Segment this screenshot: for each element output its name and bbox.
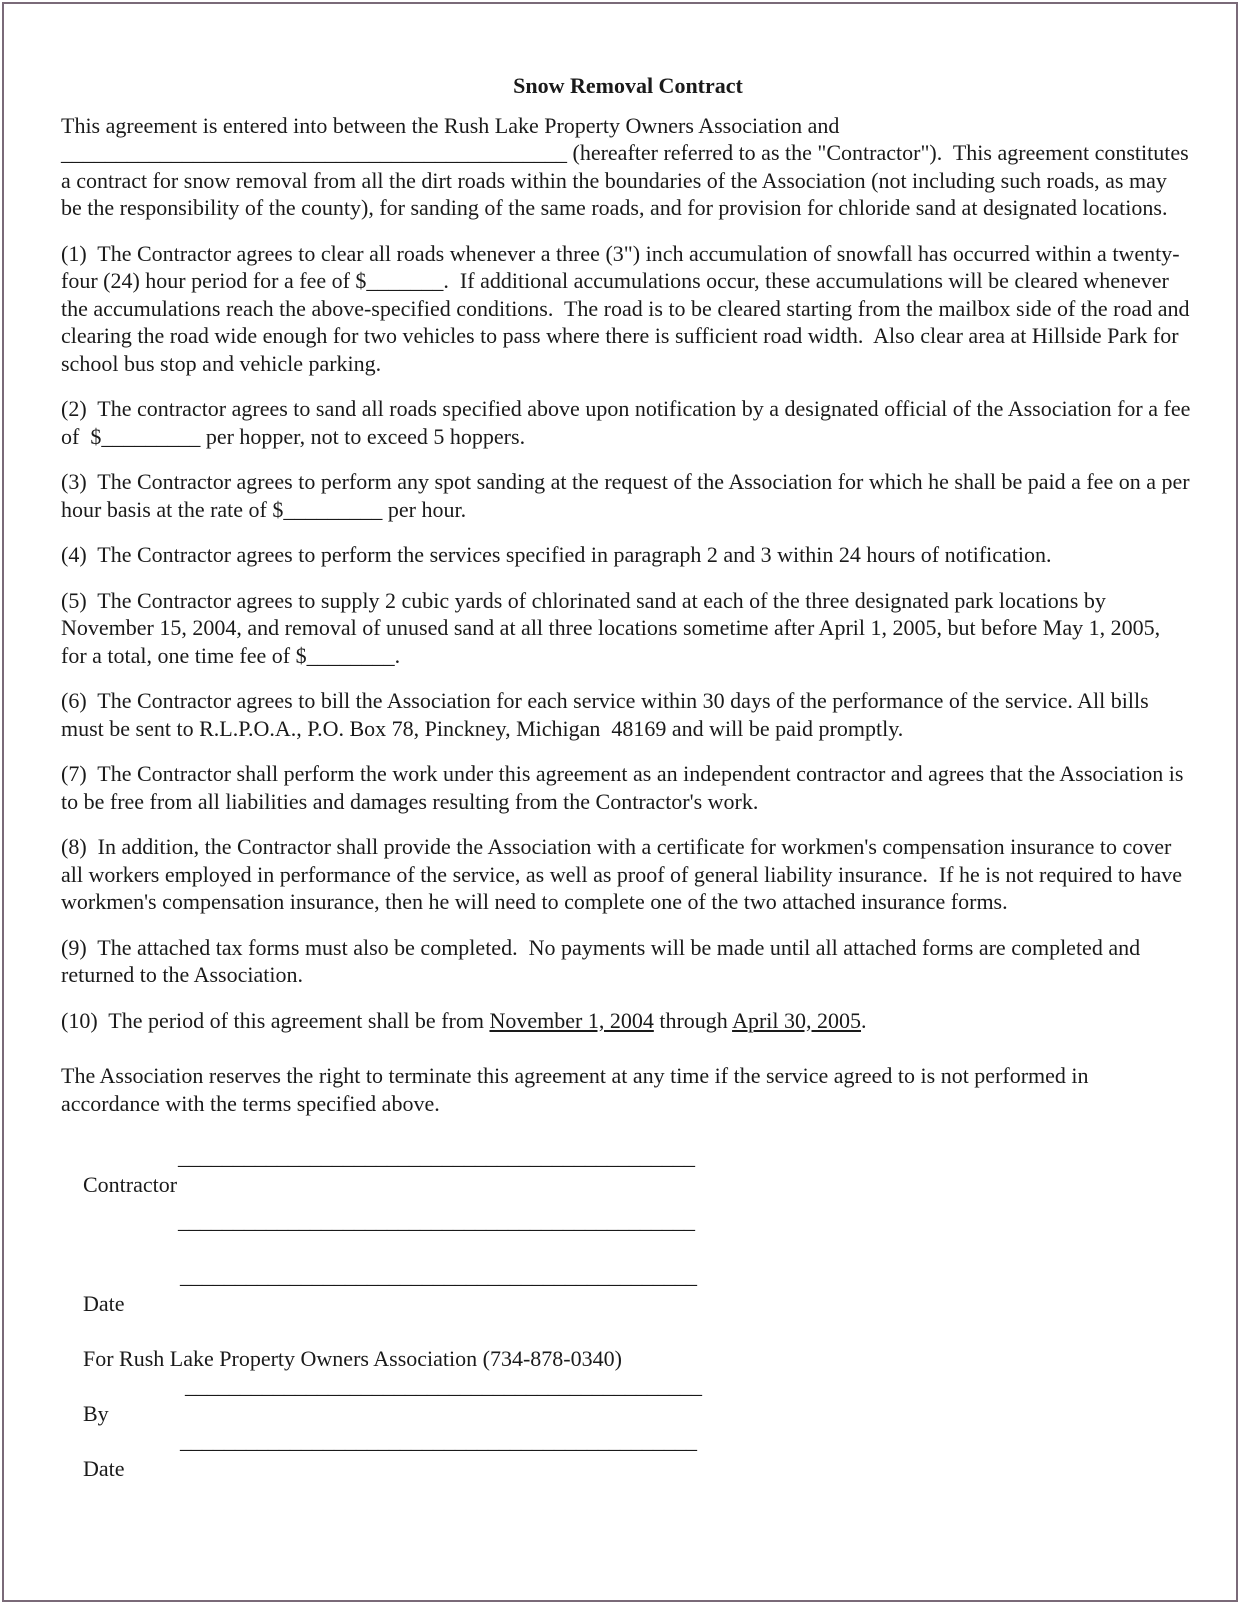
clause-10-suffix: . — [861, 1007, 867, 1033]
by-signature-row — [61, 1372, 1191, 1426]
agreement-end-date: April 30, 2005 — [732, 1007, 862, 1033]
by-label: By — [83, 1400, 109, 1426]
clause-10-prefix: (10) The period of this agreement shall be from — [61, 1007, 490, 1033]
clause-6: (6) The Contractor agrees to bill the Association for each service within 30 days of the performance of the service. All bills must be sent to R.L.P.O.A., P.O. Box 78, Pinckney, Michigan 48169 and will be paid promptly. — [61, 688, 1155, 741]
termination-paragraph: The Association reserves the right to terminate this agreement at any time if the service agreed to is not performed in accordance with the terms specified above. — [61, 1063, 1095, 1116]
clause-2: (2) The contractor agrees to sand all roads specified above upon notification by a designated official of the Association for a fee of $_________ per hopper, not to exceed 5 hoppers. — [61, 396, 1196, 449]
contractor-second-line-row — [61, 1207, 1191, 1234]
document-title: Snow Removal Contract — [513, 73, 743, 98]
association-date-label: Date — [83, 1455, 125, 1481]
association-date-line[interactable]: _______________________________________________ — [180, 1428, 697, 1453]
clause-3: (3) The Contractor agrees to perform any spot sanding at the request of the Association for which he shall be paid a fee on a per hour basis at the rate of $_________ per hour. — [61, 469, 1196, 522]
clause-5: (5) The Contractor agrees to supply 2 cubic yards of chlorinated sand at each of the three designated park locations by November 15, 2004, and removal of unused sand at all three locations sometime after April 1, 2005, but before May 1, 2005, for a total, one time fee of $________. — [61, 587, 1166, 668]
clause-4: (4) The Contractor agrees to perform the services specified in paragraph 2 and 3 within 24 hours of notification. — [61, 542, 1052, 567]
clause-10-middle: through — [653, 1007, 733, 1033]
association-heading: For Rush Lake Property Owners Association (734-878-0340) — [83, 1345, 622, 1371]
association-date-row — [61, 1427, 1191, 1481]
by-signature-line[interactable]: _______________________________________________ — [185, 1373, 702, 1398]
contractor-label: Contractor — [83, 1171, 178, 1197]
contractor-signature-row — [61, 1143, 1191, 1197]
contractor-date-label: Date — [83, 1290, 125, 1316]
clause-8: (8) In addition, the Contractor shall provide the Association with a certificate for workmen's compensation insurance to cover all workers employed in performance of the service, as well as proof of general liability insurance. If he is not required to have workmen's compensation insurance, then he will need to complete one of the two attached insurance forms. — [61, 834, 1188, 914]
clause-7: (7) The Contractor shall perform the work under this agreement as an independent contractor and agrees that the Association is to be free from all liabilities and damages resulting from the Contractor's work. — [61, 761, 1189, 814]
clause-10 — [61, 1007, 1191, 1035]
intro-paragraph: This agreement is entered into between the Rush Lake Property Owners Association and ______________________________________________ (hereafter referred to as the "Contractor"). This agreement constitutes a contract for snow removal from all the dirt roads within the boundaries of the Association (not including such roads, as may be the responsibility of the county), for sanding of the same roads, and for provision for chloride sand at designated locations. — [61, 112, 1189, 220]
contractor-date-line[interactable]: _______________________________________________ — [180, 1263, 697, 1288]
contractor-date-row — [61, 1262, 1191, 1316]
clause-1: (1) The Contractor agrees to clear all roads whenever a three (3") inch accumulation of snowfall has occurred within a twenty-four (24) hour period for a fee of $_______. If additional accumulations occur, these accumulations will be cleared whenever the accumulations reach the above-specified conditions. The road is to be cleared starting from the mailbox side of the road and clearing the road wide enough for two vehicles to pass where there is sufficient road width. Also clear area at Hillside Park for school bus stop and vehicle parking. — [61, 240, 1196, 376]
contractor-second-line[interactable]: _______________________________________________ — [178, 1208, 695, 1233]
agreement-start-date: November 1, 2004 — [489, 1007, 654, 1033]
association-heading-row — [61, 1317, 1191, 1371]
contractor-signature-line[interactable]: _______________________________________________ — [178, 1144, 695, 1169]
clause-9: (9) The attached tax forms must also be completed. No payments will be made until all attached forms are completed and returned to the Association. — [61, 934, 1146, 987]
contract-document — [61, 72, 1196, 1481]
